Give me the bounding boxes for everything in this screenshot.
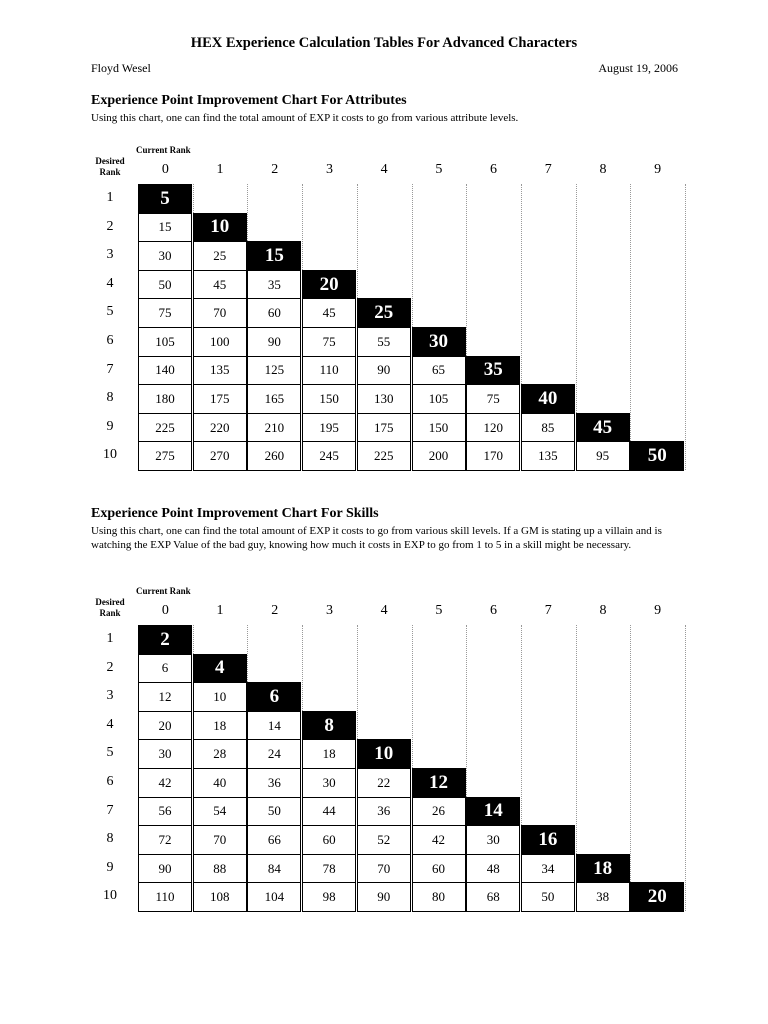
table-cell: 26	[412, 797, 466, 827]
table-cell: 42	[138, 768, 192, 798]
table-cell: 90	[138, 854, 192, 884]
row-header: 1	[106, 190, 114, 205]
row-header: 1	[106, 631, 114, 646]
table-cell: 135	[193, 356, 247, 386]
table-cell-diagonal: 20	[302, 270, 356, 300]
grid-line	[685, 184, 686, 470]
table-cell-diagonal: 30	[412, 327, 466, 357]
table-cell: 225	[138, 413, 192, 443]
table-cell: 30	[466, 825, 520, 855]
table-cell: 75	[138, 298, 192, 328]
table-cell: 55	[357, 327, 411, 357]
table-cell: 10	[193, 682, 247, 712]
table-cell: 52	[357, 825, 411, 855]
table-cell: 45	[193, 270, 247, 300]
table-cell-diagonal: 20	[630, 882, 684, 912]
table-cell: 30	[138, 739, 192, 769]
table-cell: 210	[247, 413, 301, 443]
table-cell: 70	[193, 825, 247, 855]
table-cell: 48	[466, 854, 520, 884]
grid-line	[302, 625, 303, 711]
table-cell: 18	[193, 711, 247, 741]
table-cell: 34	[521, 854, 575, 884]
grid-line	[412, 625, 413, 768]
desired-rank-label: Desired Rank	[95, 597, 125, 618]
column-header: 2	[271, 603, 279, 618]
table-cell-diagonal: 10	[193, 213, 247, 243]
table-cell: 45	[302, 298, 356, 328]
row-header: 2	[106, 659, 114, 675]
table-cell: 70	[193, 298, 247, 328]
grid-line	[466, 625, 467, 797]
grid-line	[357, 625, 358, 739]
table-cell: 25	[193, 241, 247, 271]
table-cell-diagonal: 18	[576, 854, 630, 884]
row-header: 4	[106, 275, 114, 291]
attributes-chart-description: Using this chart, one can find the total amount of EXP it costs to go from various attribute levels.	[91, 112, 519, 124]
column-header: 6	[490, 162, 498, 177]
row-header: 3	[106, 247, 114, 263]
column-header: 3	[325, 603, 333, 618]
table-cell: 90	[247, 327, 301, 357]
document-title: HEX Experience Calculation Tables For Advanced Characters	[190, 35, 578, 51]
table-cell: 135	[521, 441, 575, 471]
table-cell: 110	[138, 882, 192, 912]
table-cell: 72	[138, 825, 192, 855]
column-header: 4	[380, 162, 388, 177]
table-cell-diagonal: 14	[466, 797, 520, 827]
grid-line	[466, 184, 467, 356]
table-cell: 90	[357, 882, 411, 912]
table-cell: 260	[247, 441, 301, 471]
column-header: 6	[490, 603, 498, 618]
table-cell: 270	[193, 441, 247, 471]
row-header: 9	[106, 418, 114, 434]
table-cell: 88	[193, 854, 247, 884]
table-cell-diagonal: 25	[357, 298, 411, 328]
row-header: 8	[106, 390, 114, 406]
table-cell: 38	[576, 882, 630, 912]
table-cell-diagonal: 8	[302, 711, 356, 741]
row-header: 5	[106, 304, 114, 320]
column-header: 5	[435, 162, 443, 177]
table-cell: 85	[521, 413, 575, 443]
grid-line	[247, 184, 248, 241]
table-cell: 36	[247, 768, 301, 798]
column-header: 0	[161, 162, 169, 177]
column-header: 7	[544, 162, 552, 177]
table-cell-diagonal: 35	[466, 356, 520, 386]
grid-line	[412, 184, 413, 327]
column-header: 7	[544, 603, 552, 618]
table-cell: 66	[247, 825, 301, 855]
table-cell: 18	[302, 739, 356, 769]
table-cell: 70	[357, 854, 411, 884]
row-header: 6	[106, 333, 114, 348]
grid-line	[685, 625, 686, 911]
table-cell: 90	[357, 356, 411, 386]
table-cell: 220	[193, 413, 247, 443]
table-cell: 225	[357, 441, 411, 471]
table-cell: 165	[247, 384, 301, 414]
column-header: 8	[599, 603, 607, 618]
grid-line	[357, 184, 358, 298]
grid-line	[576, 625, 577, 854]
row-header: 5	[106, 745, 114, 761]
table-cell: 105	[138, 327, 192, 357]
table-cell: 175	[193, 384, 247, 414]
table-cell-diagonal: 5	[138, 184, 192, 214]
column-header: 4	[380, 603, 388, 618]
table-cell: 40	[193, 768, 247, 798]
author-name: Floyd Wesel	[91, 61, 151, 75]
row-header: 2	[106, 218, 114, 234]
table-cell: 84	[247, 854, 301, 884]
column-header: 1	[216, 603, 224, 618]
row-header: 10	[103, 447, 117, 463]
table-cell: 150	[412, 413, 466, 443]
table-cell: 275	[138, 441, 192, 471]
table-cell-diagonal: 50	[630, 441, 684, 471]
table-cell: 30	[138, 241, 192, 271]
attributes-chart-title: Experience Point Improvement Chart For Attributes	[91, 93, 407, 108]
row-header: 8	[106, 831, 114, 847]
current-rank-label: Current Rank	[136, 145, 191, 155]
table-cell: 110	[302, 356, 356, 386]
table-cell: 12	[138, 682, 192, 712]
current-rank-label: Current Rank	[136, 586, 191, 596]
table-cell: 15	[138, 213, 192, 243]
table-cell-diagonal: 12	[412, 768, 466, 798]
desired-rank-label: Desired Rank	[95, 156, 125, 177]
skills-chart-title: Experience Point Improvement Chart For Skills	[91, 506, 379, 521]
table-cell: 195	[302, 413, 356, 443]
grid-line	[576, 184, 577, 413]
table-cell: 180	[138, 384, 192, 414]
table-cell: 35	[247, 270, 301, 300]
table-cell: 56	[138, 797, 192, 827]
table-cell: 50	[138, 270, 192, 300]
table-cell: 42	[412, 825, 466, 855]
table-cell-diagonal: 45	[576, 413, 630, 443]
table-cell: 14	[247, 711, 301, 741]
table-cell: 95	[576, 441, 630, 471]
table-cell-diagonal: 15	[247, 241, 301, 271]
table-cell: 30	[302, 768, 356, 798]
column-header: 9	[654, 162, 662, 177]
table-cell: 60	[412, 854, 466, 884]
table-cell: 80	[412, 882, 466, 912]
row-header: 7	[106, 361, 114, 377]
table-cell: 60	[247, 298, 301, 328]
column-header: 3	[325, 162, 333, 177]
grid-line	[521, 625, 522, 825]
column-header: 0	[161, 603, 169, 618]
row-header: 6	[106, 774, 114, 789]
table-cell: 65	[412, 356, 466, 386]
table-cell: 245	[302, 441, 356, 471]
grid-line	[247, 625, 248, 682]
table-cell: 36	[357, 797, 411, 827]
table-cell: 108	[193, 882, 247, 912]
table-cell: 200	[412, 441, 466, 471]
table-cell-diagonal: 10	[357, 739, 411, 769]
table-cell: 50	[247, 797, 301, 827]
table-cell: 105	[412, 384, 466, 414]
table-cell: 44	[302, 797, 356, 827]
table-cell: 130	[357, 384, 411, 414]
grid-line	[193, 625, 194, 654]
table-cell: 50	[521, 882, 575, 912]
column-header: 8	[599, 162, 607, 177]
table-cell: 68	[466, 882, 520, 912]
table-cell: 75	[302, 327, 356, 357]
table-cell: 6	[138, 654, 192, 684]
table-cell: 100	[193, 327, 247, 357]
table-cell-diagonal: 16	[521, 825, 575, 855]
table-cell: 24	[247, 739, 301, 769]
grid-line	[630, 625, 631, 882]
row-header: 7	[106, 802, 114, 818]
table-cell: 150	[302, 384, 356, 414]
table-cell-diagonal: 40	[521, 384, 575, 414]
table-cell-diagonal: 2	[138, 625, 192, 655]
table-cell: 170	[466, 441, 520, 471]
table-cell: 98	[302, 882, 356, 912]
table-cell: 75	[466, 384, 520, 414]
table-cell: 22	[357, 768, 411, 798]
table-cell-diagonal: 4	[193, 654, 247, 684]
table-cell: 175	[357, 413, 411, 443]
table-cell: 104	[247, 882, 301, 912]
table-cell: 28	[193, 739, 247, 769]
row-header: 3	[106, 688, 114, 704]
table-cell: 78	[302, 854, 356, 884]
table-cell: 140	[138, 356, 192, 386]
table-cell: 125	[247, 356, 301, 386]
grid-line	[521, 184, 522, 384]
table-cell: 20	[138, 711, 192, 741]
column-header: 1	[216, 162, 224, 177]
table-cell: 60	[302, 825, 356, 855]
column-header: 2	[271, 162, 279, 177]
table-cell-diagonal: 6	[247, 682, 301, 712]
row-header: 9	[106, 859, 114, 875]
column-header: 5	[435, 603, 443, 618]
grid-line	[630, 184, 631, 441]
skills-chart-description: Using this chart, one can find the total amount of EXP it costs to go from various skill levels. If a GM is stating up a villain and is watching the EXP Value of the bad guy, knowing how much it costs in EXP to go from 1 to 5 in a skill might be necessary.	[91, 525, 662, 552]
grid-line	[302, 184, 303, 270]
table-cell: 54	[193, 797, 247, 827]
column-header: 9	[654, 603, 662, 618]
table-cell: 120	[466, 413, 520, 443]
row-header: 4	[106, 716, 114, 732]
row-header: 10	[103, 888, 117, 904]
document-date: August 19, 2006	[598, 61, 678, 75]
grid-line	[193, 184, 194, 213]
